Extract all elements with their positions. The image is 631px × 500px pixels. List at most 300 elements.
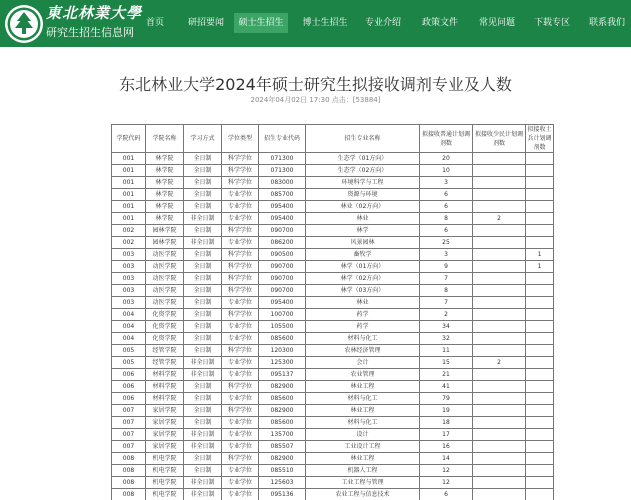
degree-type-cell: 专业学位	[222, 429, 259, 441]
major-code-cell: 090700	[259, 225, 306, 237]
college-code-cell: 001	[112, 201, 146, 213]
college-name-cell: 经管学院	[146, 357, 184, 369]
college-code-cell: 004	[112, 321, 146, 333]
degree-type-cell: 科学学位	[222, 261, 259, 273]
major-name-cell: 林业	[306, 297, 420, 309]
college-name-cell: 化资学院	[146, 321, 184, 333]
college-name-cell: 林学院	[146, 177, 184, 189]
study-mode-cell: 全日制	[184, 333, 222, 345]
study-mode-cell: 全日制	[184, 225, 222, 237]
minority-quota-cell	[473, 297, 526, 309]
soldier-quota-cell	[526, 273, 554, 285]
major-code-cell: 095137	[259, 369, 306, 381]
college-name-cell: 动医学院	[146, 285, 184, 297]
regular-quota-cell: 17	[420, 429, 473, 441]
table-row	[112, 189, 554, 201]
major-name-cell: 畜牧学	[306, 249, 420, 261]
college-code-cell: 001	[112, 177, 146, 189]
adjustment-table	[111, 124, 554, 500]
minority-quota-cell: 2	[473, 213, 526, 225]
major-name-cell: 资源与环境	[306, 189, 420, 201]
soldier-quota-cell	[526, 393, 554, 405]
college-code-cell: 007	[112, 405, 146, 417]
major-code-cell: 095400	[259, 213, 306, 225]
regular-quota-cell: 79	[420, 393, 473, 405]
study-mode-cell: 全日制	[184, 285, 222, 297]
regular-quota-cell: 7	[420, 297, 473, 309]
major-name-cell: 工业工程与管理	[306, 477, 420, 489]
degree-type-cell: 科学学位	[222, 453, 259, 465]
degree-type-header: 学位类型	[222, 125, 259, 153]
minority-quota-cell	[473, 177, 526, 189]
table-row	[112, 345, 554, 357]
minority-quota-header: 拟接收少民计划调剂数	[473, 125, 526, 153]
soldier-quota-cell	[526, 489, 554, 500]
regular-quota-cell: 10	[420, 165, 473, 177]
site-subtitle: 研究生招生信息网	[46, 26, 134, 39]
college-name-cell: 化资学院	[146, 333, 184, 345]
degree-type-cell: 专业学位	[222, 357, 259, 369]
degree-type-cell: 专业学位	[222, 333, 259, 345]
college-code-cell: 006	[112, 369, 146, 381]
soldier-quota-cell	[526, 309, 554, 321]
college-code-cell: 008	[112, 477, 146, 489]
major-code-cell: 090500	[259, 249, 306, 261]
soldier-quota-cell	[526, 453, 554, 465]
major-code-cell: 085600	[259, 333, 306, 345]
study-mode-cell: 全日制	[184, 165, 222, 177]
major-code-cell: 090700	[259, 285, 306, 297]
college-name-cell: 材料学院	[146, 393, 184, 405]
nav-downloads[interactable]: 下载专区	[533, 18, 570, 28]
site-name: 東北林業大學	[46, 4, 143, 22]
minority-quota-cell	[473, 417, 526, 429]
table-row	[112, 273, 554, 285]
minority-quota-cell	[473, 441, 526, 453]
college-code-cell: 001	[112, 213, 146, 225]
study-mode-cell: 非全日制	[184, 441, 222, 453]
college-code-cell: 001	[112, 189, 146, 201]
major-code-cell: 090700	[259, 273, 306, 285]
regular-quota-cell: 21	[420, 369, 473, 381]
major-name-cell: 机器人工程	[306, 465, 420, 477]
college-name-cell: 园林学院	[146, 237, 184, 249]
table-row	[112, 465, 554, 477]
major-name-cell: 药学	[306, 321, 420, 333]
table-row	[112, 417, 554, 429]
nav-news[interactable]: 研招要闻	[187, 18, 224, 28]
minority-quota-cell	[473, 273, 526, 285]
minority-quota-cell	[473, 309, 526, 321]
table-row	[112, 237, 554, 249]
major-code-cell: 082900	[259, 405, 306, 417]
regular-quota-cell: 25	[420, 237, 473, 249]
major-name-cell: 林学（03方向）	[306, 285, 420, 297]
study-mode-cell: 非全日制	[184, 489, 222, 500]
college-code-cell: 005	[112, 357, 146, 369]
soldier-quota-cell	[526, 429, 554, 441]
college-code-cell: 006	[112, 381, 146, 393]
major-name-cell: 会计	[306, 357, 420, 369]
major-code-cell: 085600	[259, 417, 306, 429]
college-name-cell: 机电学院	[146, 477, 184, 489]
study-mode-cell: 全日制	[184, 345, 222, 357]
regular-quota-cell: 2	[420, 309, 473, 321]
college-code-cell: 002	[112, 237, 146, 249]
table-row	[112, 393, 554, 405]
major-name-cell: 农林经济管理	[306, 345, 420, 357]
nav-faq[interactable]: 常见问题	[478, 18, 515, 28]
table-row	[112, 369, 554, 381]
study-mode-cell: 非全日制	[184, 357, 222, 369]
major-name-cell: 林学（01方向）	[306, 261, 420, 273]
regular-quota-cell: 8	[420, 285, 473, 297]
minority-quota-cell	[473, 333, 526, 345]
major-code-cell: 085507	[259, 441, 306, 453]
regular-quota-cell: 32	[420, 333, 473, 345]
soldier-quota-cell	[526, 177, 554, 189]
college-code-cell: 007	[112, 417, 146, 429]
degree-type-cell: 科学学位	[222, 309, 259, 321]
regular-quota-cell: 19	[420, 405, 473, 417]
table-row	[112, 381, 554, 393]
major-code-cell: 082900	[259, 381, 306, 393]
college-name-cell: 林学院	[146, 189, 184, 201]
study-mode-cell: 非全日制	[184, 237, 222, 249]
table-row	[112, 321, 554, 333]
college-name-cell: 动医学院	[146, 273, 184, 285]
college-name-cell: 林学院	[146, 153, 184, 165]
nav-programs[interactable]: 专业介绍	[364, 18, 401, 28]
table-row	[112, 153, 554, 165]
regular-quota-cell: 6	[420, 225, 473, 237]
minority-quota-cell	[473, 489, 526, 500]
major-name-cell: 材料与化工	[306, 393, 420, 405]
study-mode-cell: 全日制	[184, 393, 222, 405]
study-mode-cell: 非全日制	[184, 213, 222, 225]
major-code-cell: 100700	[259, 309, 306, 321]
college-code-header: 学院代码	[112, 125, 146, 153]
major-code-cell: 120300	[259, 345, 306, 357]
major-code-cell: 071300	[259, 165, 306, 177]
minority-quota-cell	[473, 237, 526, 249]
major-name-cell: 设计	[306, 429, 420, 441]
table-row	[112, 333, 554, 345]
major-code-cell: 085600	[259, 393, 306, 405]
major-code-cell: 071300	[259, 153, 306, 165]
major-code-header: 招生专业代码	[259, 125, 306, 153]
major-code-cell: 085510	[259, 465, 306, 477]
study-mode-header: 学习方式	[184, 125, 222, 153]
study-mode-cell: 非全日制	[184, 477, 222, 489]
college-code-cell: 006	[112, 393, 146, 405]
soldier-quota-header: 拟接收士兵计划调剂数	[527, 126, 552, 151]
major-code-cell: 125300	[259, 357, 306, 369]
degree-type-cell: 专业学位	[222, 321, 259, 333]
table-row	[112, 225, 554, 237]
major-code-cell: 135700	[259, 429, 306, 441]
degree-type-cell: 专业学位	[222, 465, 259, 477]
college-code-cell: 008	[112, 453, 146, 465]
soldier-quota-cell: 1	[526, 249, 554, 261]
soldier-quota-cell	[526, 165, 554, 177]
site-header	[0, 0, 631, 47]
table-row	[112, 177, 554, 189]
table-row	[112, 441, 554, 453]
degree-type-cell: 专业学位	[222, 417, 259, 429]
soldier-quota-cell	[526, 225, 554, 237]
study-mode-cell: 全日制	[184, 261, 222, 273]
study-mode-cell: 全日制	[184, 321, 222, 333]
study-mode-cell: 全日制	[184, 309, 222, 321]
college-code-cell: 004	[112, 333, 146, 345]
regular-quota-cell: 6	[420, 489, 473, 500]
minority-quota-cell	[473, 369, 526, 381]
study-mode-cell: 全日制	[184, 381, 222, 393]
study-mode-cell: 全日制	[184, 417, 222, 429]
college-name-cell: 机电学院	[146, 453, 184, 465]
major-name-cell: 林业工程	[306, 453, 420, 465]
college-name-header: 学院名称	[146, 125, 184, 153]
soldier-quota-cell	[526, 345, 554, 357]
article-meta: 2024年04月02日 17:30 点击：[53884]	[250, 96, 381, 104]
soldier-quota-cell	[526, 213, 554, 225]
college-name-cell: 材料学院	[146, 369, 184, 381]
study-mode-cell: 非全日制	[184, 369, 222, 381]
major-name-cell: 环境科学与工程	[306, 177, 420, 189]
study-mode-cell: 全日制	[184, 249, 222, 261]
table-row	[112, 261, 554, 273]
degree-type-cell: 专业学位	[222, 297, 259, 309]
minority-quota-cell	[473, 153, 526, 165]
table-row	[112, 285, 554, 297]
college-code-cell: 004	[112, 309, 146, 321]
college-name-cell: 材料学院	[146, 381, 184, 393]
college-code-cell: 003	[112, 297, 146, 309]
soldier-quota-cell	[526, 201, 554, 213]
minority-quota-cell: 2	[473, 357, 526, 369]
college-code-cell: 001	[112, 153, 146, 165]
major-code-cell: 095400	[259, 297, 306, 309]
soldier-quota-cell	[526, 237, 554, 249]
major-name-header: 招生专业名称	[306, 125, 420, 153]
nav-home[interactable]: 首页	[145, 18, 164, 28]
degree-type-cell: 专业学位	[222, 489, 259, 500]
college-name-cell: 家居学院	[146, 441, 184, 453]
minority-quota-cell	[473, 405, 526, 417]
study-mode-cell: 全日制	[184, 273, 222, 285]
major-name-cell: 材料与化工	[306, 417, 420, 429]
minority-quota-cell	[473, 165, 526, 177]
major-code-cell: 085700	[259, 189, 306, 201]
major-name-cell: 材料与化工	[306, 333, 420, 345]
regular-quota-cell: 34	[420, 321, 473, 333]
regular-quota-cell: 15	[420, 357, 473, 369]
table-row	[112, 201, 554, 213]
college-name-cell: 机电学院	[146, 489, 184, 500]
major-code-cell: 095136	[259, 489, 306, 500]
major-code-cell: 083000	[259, 177, 306, 189]
college-name-cell: 动医学院	[146, 249, 184, 261]
soldier-quota-cell	[526, 465, 554, 477]
major-name-cell: 风景园林	[306, 237, 420, 249]
table-row	[112, 489, 554, 500]
minority-quota-cell	[473, 381, 526, 393]
major-name-cell: 生态学（02方向）	[306, 165, 420, 177]
soldier-quota-cell	[526, 357, 554, 369]
regular-quota-header: 拟接收普通计划调剂数	[420, 125, 473, 153]
nav-masters-admission[interactable]: 硕士生招生	[234, 13, 288, 33]
study-mode-cell: 全日制	[184, 177, 222, 189]
minority-quota-cell	[473, 189, 526, 201]
college-code-cell: 008	[112, 489, 146, 500]
table-row	[112, 165, 554, 177]
minority-quota-cell	[473, 477, 526, 489]
college-name-cell: 林学院	[146, 213, 184, 225]
college-code-cell: 003	[112, 273, 146, 285]
regular-quota-cell: 9	[420, 261, 473, 273]
degree-type-cell: 专业学位	[222, 237, 259, 249]
degree-type-cell: 科学学位	[222, 285, 259, 297]
college-name-cell: 机电学院	[146, 465, 184, 477]
college-code-cell: 005	[112, 345, 146, 357]
major-code-cell: 090700	[259, 261, 306, 273]
regular-quota-cell: 20	[420, 153, 473, 165]
soldier-quota-cell	[526, 153, 554, 165]
degree-type-cell: 科学学位	[222, 345, 259, 357]
soldier-quota-cell	[526, 333, 554, 345]
major-code-cell: 105500	[259, 321, 306, 333]
degree-type-cell: 科学学位	[222, 381, 259, 393]
major-name-cell: 林业（02方向）	[306, 201, 420, 213]
minority-quota-cell	[473, 321, 526, 333]
major-name-cell: 药学	[306, 309, 420, 321]
degree-type-cell: 科学学位	[222, 225, 259, 237]
regular-quota-cell: 12	[420, 465, 473, 477]
college-name-cell: 动医学院	[146, 297, 184, 309]
degree-type-cell: 专业学位	[222, 201, 259, 213]
table-row	[112, 309, 554, 321]
college-code-cell: 002	[112, 225, 146, 237]
soldier-quota-cell	[526, 297, 554, 309]
table-row	[112, 477, 554, 489]
soldier-quota-cell	[526, 441, 554, 453]
study-mode-cell: 全日制	[184, 453, 222, 465]
college-name-cell: 家居学院	[146, 429, 184, 441]
college-code-cell: 007	[112, 441, 146, 453]
college-code-cell: 001	[112, 165, 146, 177]
degree-type-cell: 科学学位	[222, 177, 259, 189]
nav-policies[interactable]: 政策文件	[421, 18, 458, 28]
minority-quota-cell	[473, 465, 526, 477]
nav-contact[interactable]: 联系我们	[588, 18, 625, 28]
soldier-quota-cell	[526, 285, 554, 297]
college-name-cell: 动医学院	[146, 261, 184, 273]
minority-quota-cell	[473, 261, 526, 273]
degree-type-cell: 科学学位	[222, 153, 259, 165]
university-emblem-icon[interactable]	[4, 4, 44, 44]
soldier-quota-cell	[526, 477, 554, 489]
regular-quota-cell: 8	[420, 213, 473, 225]
table-row	[112, 453, 554, 465]
college-code-cell: 003	[112, 285, 146, 297]
soldier-quota-cell	[526, 405, 554, 417]
college-name-cell: 经管学院	[146, 345, 184, 357]
nav-doctoral-admission[interactable]: 博士生招生	[302, 18, 348, 28]
study-mode-cell: 全日制	[184, 153, 222, 165]
study-mode-cell: 全日制	[184, 297, 222, 309]
study-mode-cell: 全日制	[184, 405, 222, 417]
major-name-cell: 林业工程	[306, 381, 420, 393]
college-name-cell: 化资学院	[146, 309, 184, 321]
college-name-cell: 园林学院	[146, 225, 184, 237]
college-code-cell: 008	[112, 465, 146, 477]
study-mode-cell: 非全日制	[184, 429, 222, 441]
site-branding[interactable]	[46, 5, 142, 40]
major-name-cell: 林业	[306, 213, 420, 225]
major-code-cell: 095400	[259, 201, 306, 213]
soldier-quota-cell	[526, 417, 554, 429]
degree-type-cell: 专业学位	[222, 189, 259, 201]
major-name-cell: 农业管理	[306, 369, 420, 381]
major-code-cell: 086200	[259, 237, 306, 249]
regular-quota-cell: 18	[420, 417, 473, 429]
minority-quota-cell	[473, 201, 526, 213]
degree-type-cell: 科学学位	[222, 249, 259, 261]
regular-quota-cell: 16	[420, 441, 473, 453]
college-name-cell: 家居学院	[146, 405, 184, 417]
minority-quota-cell	[473, 249, 526, 261]
major-name-cell: 林业工程	[306, 405, 420, 417]
regular-quota-cell: 41	[420, 381, 473, 393]
minority-quota-cell	[473, 393, 526, 405]
soldier-quota-cell: 1	[526, 261, 554, 273]
major-name-cell: 林学（02方向）	[306, 273, 420, 285]
degree-type-cell: 专业学位	[222, 477, 259, 489]
regular-quota-cell: 11	[420, 345, 473, 357]
table-row	[112, 249, 554, 261]
soldier-quota-cell	[526, 381, 554, 393]
minority-quota-cell	[473, 285, 526, 297]
regular-quota-cell: 6	[420, 189, 473, 201]
soldier-quota-cell	[526, 321, 554, 333]
degree-type-cell: 专业学位	[222, 393, 259, 405]
degree-type-cell: 科学学位	[222, 405, 259, 417]
page-title: 东北林业大学2024年硕士研究生拟接收调剂专业及人数	[119, 75, 512, 94]
minority-quota-cell	[473, 429, 526, 441]
soldier-quota-cell	[526, 369, 554, 381]
degree-type-cell: 专业学位	[222, 213, 259, 225]
college-name-cell: 林学院	[146, 201, 184, 213]
college-code-cell: 003	[112, 261, 146, 273]
college-code-cell: 003	[112, 249, 146, 261]
college-code-cell: 007	[112, 429, 146, 441]
degree-type-cell: 科学学位	[222, 165, 259, 177]
study-mode-cell: 全日制	[184, 465, 222, 477]
regular-quota-cell: 6	[420, 201, 473, 213]
soldier-quota-cell	[526, 189, 554, 201]
regular-quota-cell: 12	[420, 477, 473, 489]
table-row	[112, 429, 554, 441]
major-name-cell: 工业设计工程	[306, 441, 420, 453]
table-header-row	[112, 125, 554, 153]
college-name-cell: 家居学院	[146, 417, 184, 429]
table-row	[112, 213, 554, 225]
table-row	[112, 405, 554, 417]
study-mode-cell: 全日制	[184, 201, 222, 213]
regular-quota-cell: 3	[420, 249, 473, 261]
regular-quota-cell: 14	[420, 453, 473, 465]
